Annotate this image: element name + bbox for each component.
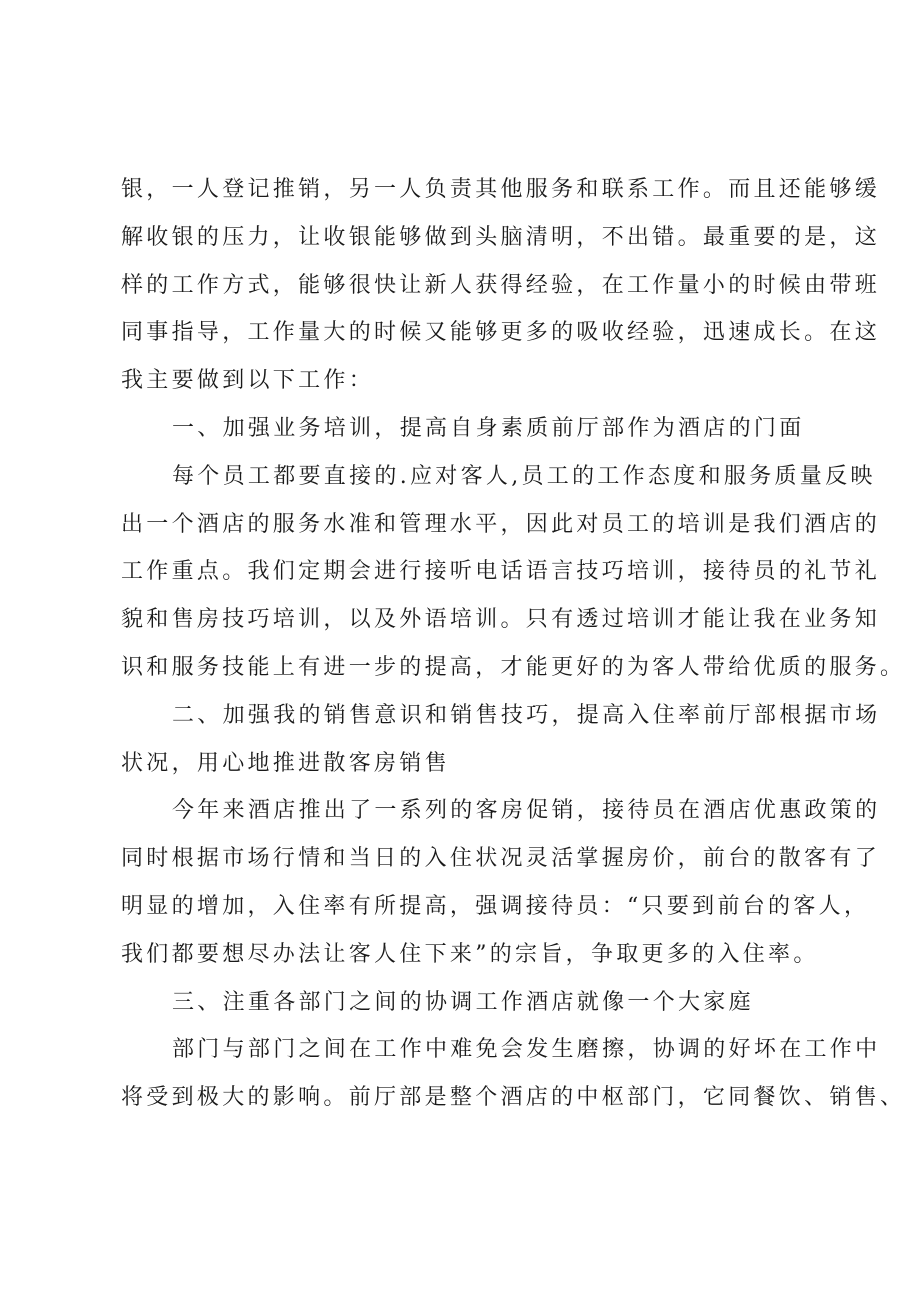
paragraph-start: 今年来酒店推出了一系列的客房促销，接待员在酒店优惠政策的 bbox=[172, 798, 881, 824]
text-line: 我们都要想尽办法让客人住下来”的宗旨，争取更多的入住率。 bbox=[121, 941, 819, 967]
text-line: 识和服务技能上有进一步的提高，才能更好的为客人带给优质的服务。 bbox=[121, 654, 906, 680]
text-line: 明显的增加，入住率有所提高，强调接待员：“只要到前台的客人， bbox=[121, 893, 870, 919]
paragraph-start: 每个员工都要直接的.应对客人,员工的工作态度和服务质量反映 bbox=[172, 463, 876, 489]
text-line: 状况，用心地推进散客房销售 bbox=[121, 750, 450, 776]
text-line: 同时根据市场行情和当日的入住状况灵活掌握房价，前台的散客有了 bbox=[121, 846, 881, 872]
text-line: 工作重点。我们定期会进行接听电话语言技巧培训，接待员的礼节礼 bbox=[121, 559, 881, 585]
text-line: 样的工作方式，能够很快让新人获得经验，在工作量小的时候由带班 bbox=[121, 272, 881, 298]
text-line: 貌和售房技巧培训，以及外语培训。只有透过培训才能让我在业务知 bbox=[121, 607, 881, 633]
text-line: 解收银的压力，让收银能够做到头脑清明，不出错。最重要的是，这 bbox=[121, 224, 881, 250]
text-line: 银，一人登记推销，另一人负责其他服务和联系工作。而且还能够缓 bbox=[121, 177, 881, 202]
text-line: 同事指导，工作量大的时候又能够更多的吸收经验，迅速成长。在这 bbox=[121, 320, 881, 346]
section-heading: 二、加强我的销售意识和销售技巧，提高入住率前厅部根据市场 bbox=[172, 702, 881, 728]
text-line: 我主要做到以下工作： bbox=[121, 368, 375, 394]
paragraph-start: 部门与部门之间在工作中难免会发生磨擦，协调的好坏在工作中 bbox=[172, 1037, 881, 1063]
section-heading: 一、加强业务培训，提高自身素质前厅部作为酒店的门面 bbox=[172, 415, 805, 441]
text-line: 出一个酒店的服务水准和管理水平，因此对员工的培训是我们酒店的 bbox=[121, 511, 881, 537]
body-text bbox=[121, 166, 906, 1122]
text-line: 将受到极大的影响。前厅部是整个酒店的中枢部门，它同餐饮、销售、 bbox=[121, 1085, 906, 1111]
section-heading: 三、注重各部门之间的协调工作酒店就像一个大家庭 bbox=[172, 989, 754, 1015]
